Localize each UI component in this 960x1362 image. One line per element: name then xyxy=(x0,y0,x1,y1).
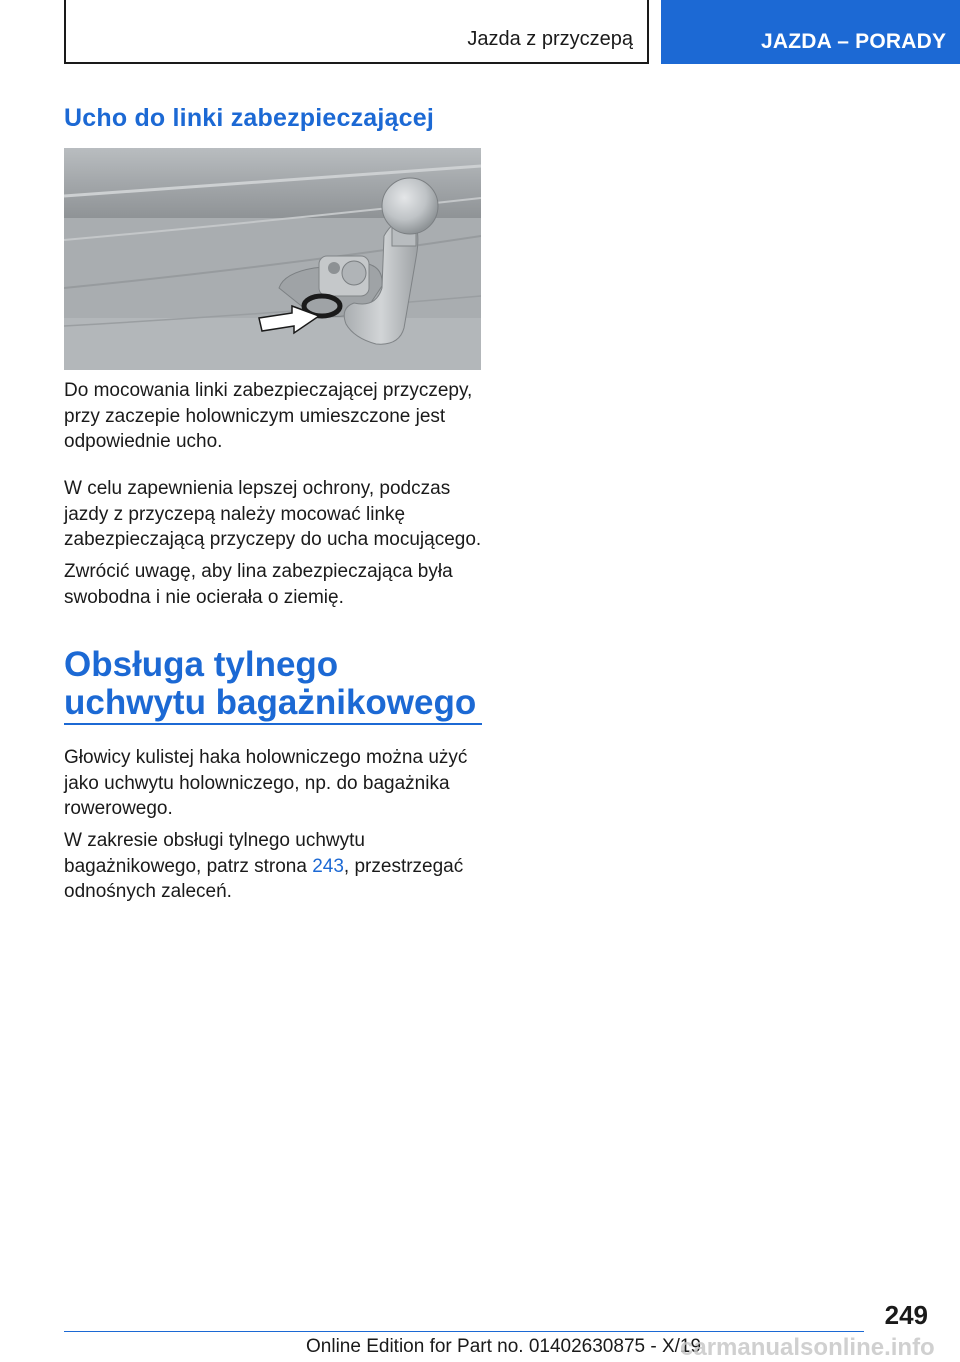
footer-watermark: carmanualsonline.info xyxy=(680,1334,935,1361)
footer-edition-text: Online Edition for Part no. 01402630875 - X/19 xyxy=(306,1336,702,1357)
paragraph-eye-warning: Zwrócić uwagę, aby lina zabezpieczająca była swobodna i nie ocierała o ziemię. xyxy=(64,561,453,608)
section-title-rear-carrier: Obsługa tylnego uchwytu bagażnikowego xyxy=(64,645,477,722)
paragraph-eye-purpose: Do mocowania linki zabezpieczającej przyczepy, przy zaczepie holowniczym umieszczone jest odpowiednie ucho. xyxy=(64,380,473,452)
footer-divider xyxy=(64,1331,864,1332)
page-number: 249 xyxy=(884,1300,928,1330)
paragraph-carrier-reference xyxy=(64,828,482,905)
section-title-safety-eye: Ucho do linki zabezpieczającej xyxy=(64,104,435,132)
tow-hitch-illustration xyxy=(64,148,481,370)
paragraph-carrier-reference-prefix: W zakresie obsługi tylnego uchwytu bagażnikowego, patrz strona xyxy=(64,830,365,877)
header-frame xyxy=(64,0,649,64)
paragraph-carrier-intro: Głowicy kulistej haka holowniczego można użyć jako uchwytu holowniczego, np. do bagażnika rowerowego. xyxy=(64,747,468,819)
heading-divider xyxy=(64,723,482,725)
header-section-title: Jazda z przyczepą xyxy=(467,28,633,50)
chapter-tab[interactable]: JAZDA – PORADY xyxy=(661,0,960,64)
paragraph-carrier-reference-suffix: , przestrzegać odnośnych zaleceń. xyxy=(64,855,464,902)
paragraph-eye-usage: W celu zapewnienia lepszej ochrony, podczas jazdy z przyczepą należy mocować linkę zabezpieczającą przyczepy do ucha mocującego. xyxy=(64,478,482,550)
page-reference-link[interactable]: 243 xyxy=(312,855,344,877)
